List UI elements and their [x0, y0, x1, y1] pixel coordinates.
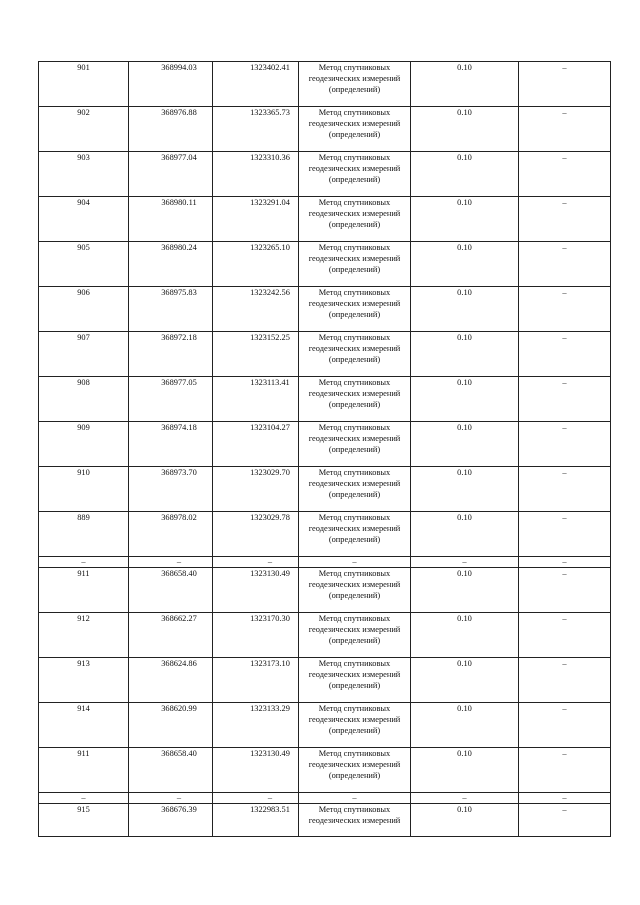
method-cell: Метод спутниковых геодезических измерений (определений) [299, 703, 411, 748]
y-coordinate-cell: 1323173.10 [213, 658, 299, 703]
description-cell: – [519, 658, 611, 703]
method-cell: Метод спутниковых геодезических измерений (определений) [299, 152, 411, 197]
point-number-cell: 914 [39, 703, 129, 748]
x-coordinate-cell: 368994.03 [129, 62, 213, 107]
precision-cell: 0.10 [411, 568, 519, 613]
table-row [39, 62, 611, 107]
table-row [39, 242, 611, 287]
precision-cell: 0.10 [411, 422, 519, 467]
precision-cell: 0.10 [411, 658, 519, 703]
y-coordinate-cell: – [213, 793, 299, 804]
point-number-cell: 903 [39, 152, 129, 197]
x-coordinate-cell: 368976.88 [129, 107, 213, 152]
point-number-cell: 915 [39, 804, 129, 837]
precision-cell: – [411, 557, 519, 568]
y-coordinate-cell: 1323029.70 [213, 467, 299, 512]
x-coordinate-cell: 368980.11 [129, 197, 213, 242]
coordinates-table [38, 61, 611, 837]
point-number-cell: – [39, 793, 129, 804]
precision-cell: 0.10 [411, 804, 519, 837]
precision-cell: 0.10 [411, 152, 519, 197]
precision-cell: 0.10 [411, 242, 519, 287]
point-number-cell: 908 [39, 377, 129, 422]
point-number-cell: 913 [39, 658, 129, 703]
y-coordinate-cell: 1323130.49 [213, 568, 299, 613]
description-cell: – [519, 242, 611, 287]
precision-cell: 0.10 [411, 613, 519, 658]
y-coordinate-cell: 1323291.04 [213, 197, 299, 242]
method-cell: Метод спутниковых геодезических измерений (определений) [299, 197, 411, 242]
table-row [39, 107, 611, 152]
separator-row [39, 793, 611, 804]
point-number-cell: 911 [39, 568, 129, 613]
precision-cell: 0.10 [411, 107, 519, 152]
precision-cell: 0.10 [411, 467, 519, 512]
description-cell: – [519, 152, 611, 197]
point-number-cell: – [39, 557, 129, 568]
description-cell: – [519, 287, 611, 332]
point-number-cell: 910 [39, 467, 129, 512]
y-coordinate-cell: 1323265.10 [213, 242, 299, 287]
y-coordinate-cell: 1323130.49 [213, 748, 299, 793]
precision-cell: 0.10 [411, 287, 519, 332]
x-coordinate-cell: – [129, 793, 213, 804]
y-coordinate-cell: 1323365.73 [213, 107, 299, 152]
method-cell: Метод спутниковых геодезических измерений (определений) [299, 613, 411, 658]
x-coordinate-cell: 368978.02 [129, 512, 213, 557]
y-coordinate-cell: 1323152.25 [213, 332, 299, 377]
precision-cell: 0.10 [411, 703, 519, 748]
point-number-cell: 907 [39, 332, 129, 377]
precision-cell: 0.10 [411, 512, 519, 557]
table-row [39, 658, 611, 703]
method-cell: Метод спутниковых геодезических измерений (определений) [299, 512, 411, 557]
table-row [39, 613, 611, 658]
y-coordinate-cell: 1323133.29 [213, 703, 299, 748]
x-coordinate-cell: 368975.83 [129, 287, 213, 332]
description-cell: – [519, 748, 611, 793]
description-cell: – [519, 793, 611, 804]
x-coordinate-cell: 368977.05 [129, 377, 213, 422]
table-row [39, 332, 611, 377]
method-cell: Метод спутниковых геодезических измерений (определений) [299, 568, 411, 613]
precision-cell: 0.10 [411, 748, 519, 793]
coordinates-table-body [39, 62, 611, 837]
method-cell: Метод спутниковых геодезических измерений (определений) [299, 242, 411, 287]
description-cell: – [519, 512, 611, 557]
table-row [39, 152, 611, 197]
precision-cell: – [411, 793, 519, 804]
method-cell: Метод спутниковых геодезических измерений (определений) [299, 748, 411, 793]
point-number-cell: 901 [39, 62, 129, 107]
point-number-cell: 904 [39, 197, 129, 242]
x-coordinate-cell: 368624.86 [129, 658, 213, 703]
method-cell: Метод спутниковых геодезических измерений (определений) [299, 377, 411, 422]
precision-cell: 0.10 [411, 377, 519, 422]
point-number-cell: 912 [39, 613, 129, 658]
description-cell: – [519, 557, 611, 568]
table-row [39, 377, 611, 422]
description-cell: – [519, 107, 611, 152]
table-row [39, 703, 611, 748]
description-cell: – [519, 613, 611, 658]
description-cell: – [519, 467, 611, 512]
precision-cell: 0.10 [411, 62, 519, 107]
description-cell: – [519, 62, 611, 107]
point-number-cell: 911 [39, 748, 129, 793]
x-coordinate-cell: 368972.18 [129, 332, 213, 377]
x-coordinate-cell: 368973.70 [129, 467, 213, 512]
y-coordinate-cell: 1322983.51 [213, 804, 299, 837]
point-number-cell: 909 [39, 422, 129, 467]
x-coordinate-cell: 368662.27 [129, 613, 213, 658]
point-number-cell: 906 [39, 287, 129, 332]
y-coordinate-cell: 1323402.41 [213, 62, 299, 107]
y-coordinate-cell: 1323310.36 [213, 152, 299, 197]
x-coordinate-cell: 368620.99 [129, 703, 213, 748]
y-coordinate-cell: 1323104.27 [213, 422, 299, 467]
x-coordinate-cell: 368658.40 [129, 568, 213, 613]
description-cell: – [519, 804, 611, 837]
x-coordinate-cell: 368974.18 [129, 422, 213, 467]
method-cell: Метод спутниковых геодезических измерений (определений) [299, 287, 411, 332]
method-cell: Метод спутниковых геодезических измерений [299, 804, 411, 837]
point-number-cell: 905 [39, 242, 129, 287]
table-row [39, 422, 611, 467]
method-cell: Метод спутниковых геодезических измерений (определений) [299, 467, 411, 512]
precision-cell: 0.10 [411, 197, 519, 242]
description-cell: – [519, 332, 611, 377]
table-row [39, 287, 611, 332]
description-cell: – [519, 568, 611, 613]
method-cell: Метод спутниковых геодезических измерений (определений) [299, 62, 411, 107]
description-cell: – [519, 197, 611, 242]
method-cell: – [299, 557, 411, 568]
table-row [39, 804, 611, 837]
x-coordinate-cell: 368977.04 [129, 152, 213, 197]
method-cell: Метод спутниковых геодезических измерений (определений) [299, 422, 411, 467]
description-cell: – [519, 703, 611, 748]
table-row [39, 568, 611, 613]
method-cell: Метод спутниковых геодезических измерений (определений) [299, 332, 411, 377]
x-coordinate-cell: 368676.39 [129, 804, 213, 837]
table-row [39, 467, 611, 512]
separator-row [39, 557, 611, 568]
y-coordinate-cell: – [213, 557, 299, 568]
method-cell: Метод спутниковых геодезических измерений (определений) [299, 107, 411, 152]
x-coordinate-cell: 368980.24 [129, 242, 213, 287]
x-coordinate-cell: 368658.40 [129, 748, 213, 793]
precision-cell: 0.10 [411, 332, 519, 377]
y-coordinate-cell: 1323029.78 [213, 512, 299, 557]
point-number-cell: 902 [39, 107, 129, 152]
y-coordinate-cell: 1323170.30 [213, 613, 299, 658]
description-cell: – [519, 377, 611, 422]
description-cell: – [519, 422, 611, 467]
method-cell: – [299, 793, 411, 804]
y-coordinate-cell: 1323242.56 [213, 287, 299, 332]
table-row [39, 512, 611, 557]
x-coordinate-cell: – [129, 557, 213, 568]
y-coordinate-cell: 1323113.41 [213, 377, 299, 422]
table-row [39, 197, 611, 242]
point-number-cell: 889 [39, 512, 129, 557]
table-row [39, 748, 611, 793]
method-cell: Метод спутниковых геодезических измерений (определений) [299, 658, 411, 703]
